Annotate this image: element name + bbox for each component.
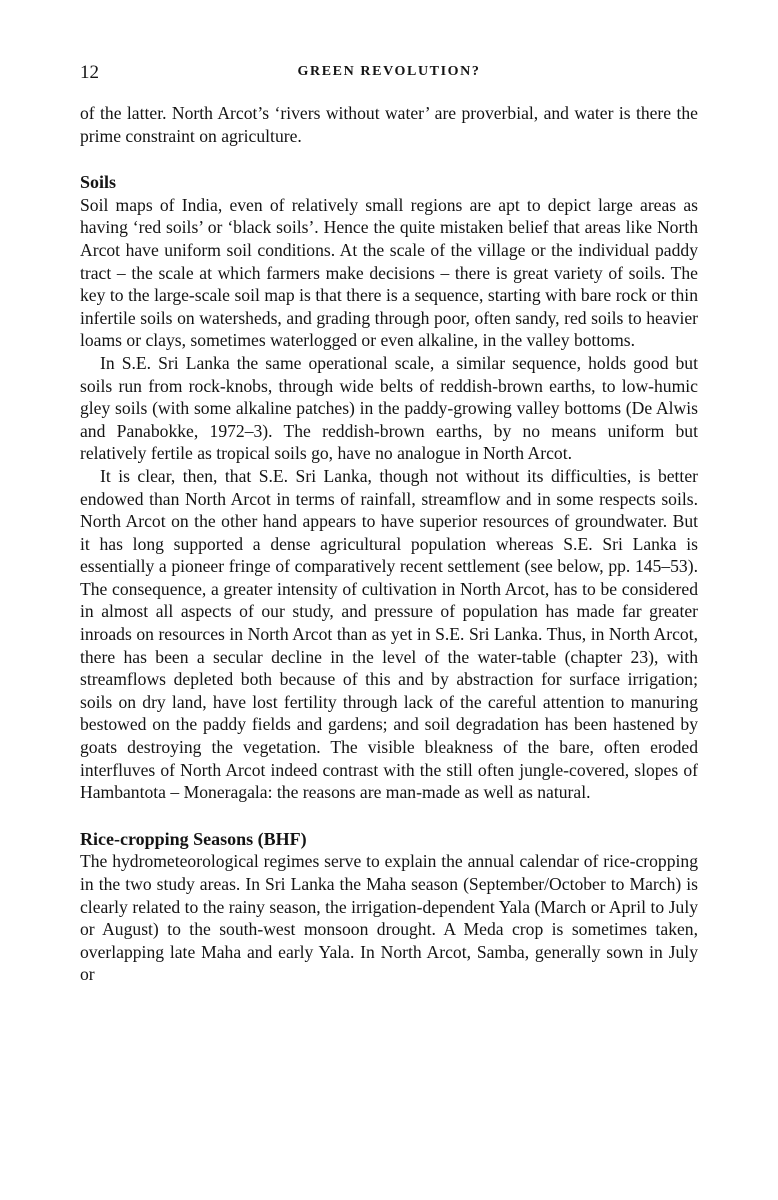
heading-soils: Soils xyxy=(80,172,117,193)
paragraph-intro: of the latter. North Arcot’s ‘rivers without water’ are proverbial, and water is there the prime constraint on agriculture. xyxy=(80,103,698,146)
running-title: GREEN REVOLUTION? xyxy=(297,64,481,79)
paragraph-rice-1: The hydrometeorological regimes serve to explain the annual calendar of rice-cropping in the two study areas. In Sri Lanka the Maha season (September/October to March) is clearly related to the rainy season, the irrigation-dependent Yala (March or April to July or August) to the south-west monsoon drought. A Meda crop is sometimes taken, overlapping late Maha and early Yala. In North Arcot, Samba, generally sown in July or xyxy=(80,851,698,985)
paragraph-soils-2: In S.E. Sri Lanka the same operational scale, a similar sequence, holds good but soils run from rock-knobs, through wide belts of reddish-brown earths, to low-humic gley soils (with some alkaline patches) in the paddy-growing valley bottoms (De Alwis and Panabokke, 1972–3). The reddish-brown earths, by no means uniform but relatively fertile as tropical soils go, have no analogue in North Arcot. xyxy=(80,352,698,464)
paragraph-soils-1: Soil maps of India, even of relatively small regions are apt to depict large areas as having ‘red soils’ or ‘black soils’. Hence the quite mistaken belief that areas like North Arcot have uniform soil conditions. At the scale of the village or the individual paddy tract – the scale at which farmers make decisions – there is great variety of soils. The key to the large-scale soil map is that there is a sequence, starting with bare rock or thin infertile soils on watersheds, and grading through poor, often sandy, red soils to heavier loams or clays, sometimes waterlogged or even alkaline, in the valley bottoms. xyxy=(80,194,698,351)
body-text xyxy=(80,102,698,986)
heading-rice-cropping: Rice-cropping Seasons (BHF) xyxy=(80,828,307,849)
book-page xyxy=(80,62,698,986)
page-number: 12 xyxy=(80,62,99,83)
paragraph-soils-3: It is clear, then, that S.E. Sri Lanka, though not without its difficulties, is better endowed than North Arcot in terms of rainfall, streamflow and in some respects soils. North Arcot on the other hand appears to have superior resources of groundwater. But it has long supported a dense agricultural population whereas S.E. Sri Lanka is essentially a pioneer fringe of comparatively recent settlement (see below, pp. 145–53). The consequence, a greater intensity of cultivation in North Arcot, has to be considered in almost all aspects of our study, and pressure of population has made far greater inroads on resources in North Arcot than as yet in S.E. Sri Lanka. Thus, in North Arcot, there has been a secular decline in the level of the water-table (chapter 23), with streamflows depleted both because of this and by abstraction for surface irrigation; soils on dry land, have lost fertility through lack of the careful attention to manuring bestowed on the paddy fields and gardens; and soil degradation has been hastened by goats destroying the vegetation. The visible bleakness of the bare, often eroded interfluves of North Arcot indeed contrast with the still often jungle-covered, slopes of Hambantota – Moneragala: the reasons are man-made as well as natural. xyxy=(80,465,698,803)
running-head xyxy=(80,62,698,92)
